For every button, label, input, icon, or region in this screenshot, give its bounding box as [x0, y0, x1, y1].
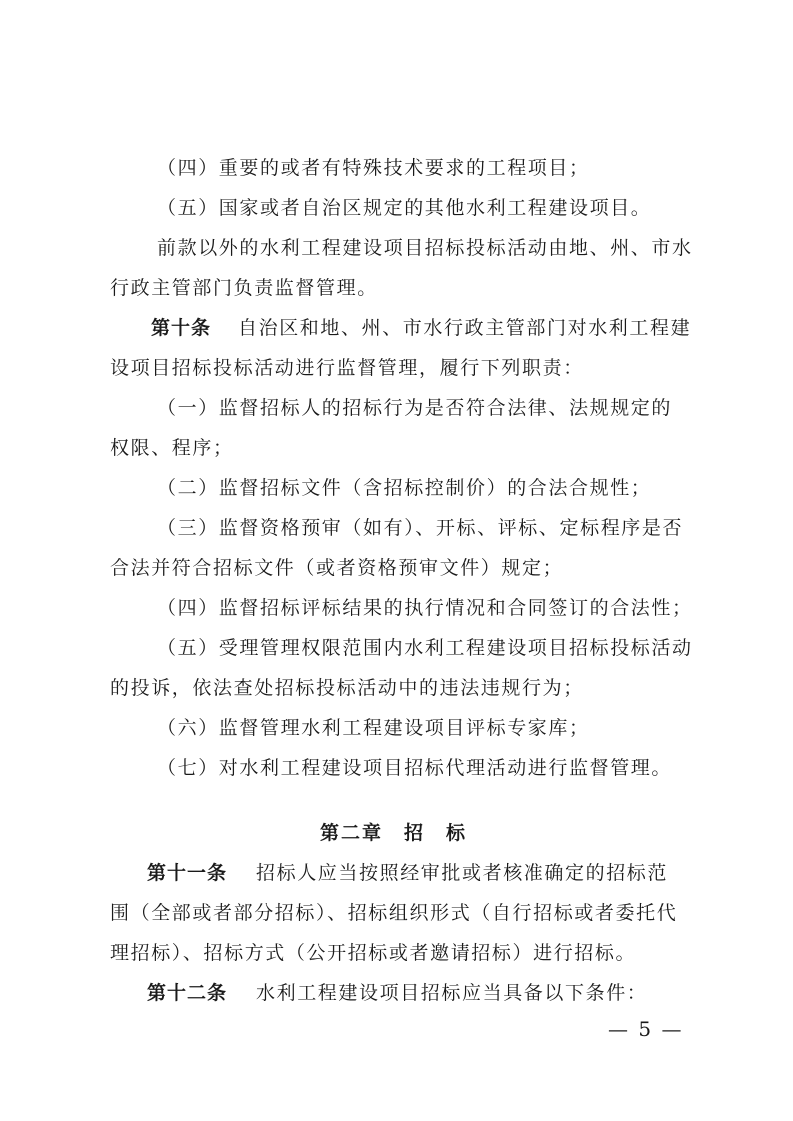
item-4-text: （四）重要的或者有特殊技术要求的工程项目； [157, 157, 590, 179]
paragraph-line: 行政主管部门负责监督管理。 [110, 277, 378, 299]
article-12-label: 第十二条 [147, 982, 228, 1004]
duty-7-text: （七）对水利工程建设项目招标代理活动进行监督管理。 [157, 757, 673, 779]
paragraph-line: 前款以外的水利工程建设项目招标投标活动由地、州、市水 [157, 237, 693, 259]
article-10-label: 第十条 [151, 317, 212, 339]
chapter-title: 第二章 招 标 [320, 822, 468, 844]
duty-5-text: （五）受理管理权限范围内水利工程建设项目招标投标活动 [157, 637, 693, 659]
page-number: — 5 — [608, 1017, 684, 1041]
article-11-label: 第十一条 [147, 862, 228, 884]
article-10-text: 自治区和地、州、市水行政主管部门对水利工程建 [238, 317, 692, 339]
article-12-text: 水利工程建设项目招标应当具备以下条件： [256, 982, 648, 1004]
article-11-text: 招标人应当按照经审批或者核准确定的招标范 [256, 862, 669, 884]
paragraph-line: 围（全部或者部分招标）、招标组织形式（自行招标或者委托代 [110, 902, 678, 924]
duty-4-text: （四）监督招标评标结果的执行情况和合同签订的合法性； [157, 597, 693, 619]
duty-1-text: （一）监督招标人的招标行为是否符合法律、法规规定的 [157, 397, 673, 419]
paragraph-line: 理招标）、招标方式（公开招标或者邀请招标）进行招标。 [110, 942, 637, 964]
duty-3-text: （三）监督资格预审（如有）、开标、评标、定标程序是否 [157, 517, 684, 539]
item-5-text: （五）国家或者自治区规定的其他水利工程建设项目。 [157, 197, 652, 219]
paragraph-line: 设项目招标投标活动进行监督管理，履行下列职责： [110, 357, 584, 379]
paragraph-line: 权限、程序； [110, 437, 234, 459]
duty-6-text: （六）监督管理水利工程建设项目评标专家库； [157, 717, 590, 739]
paragraph-line: 的投诉，依法查处招标投标活动中的违法违规行为； [110, 677, 584, 699]
duty-2-text: （二）监督招标文件（含招标控制价）的合法合规性； [157, 477, 652, 499]
paragraph-line: 合法并符合招标文件（或者资格预审文件）规定； [110, 557, 564, 579]
